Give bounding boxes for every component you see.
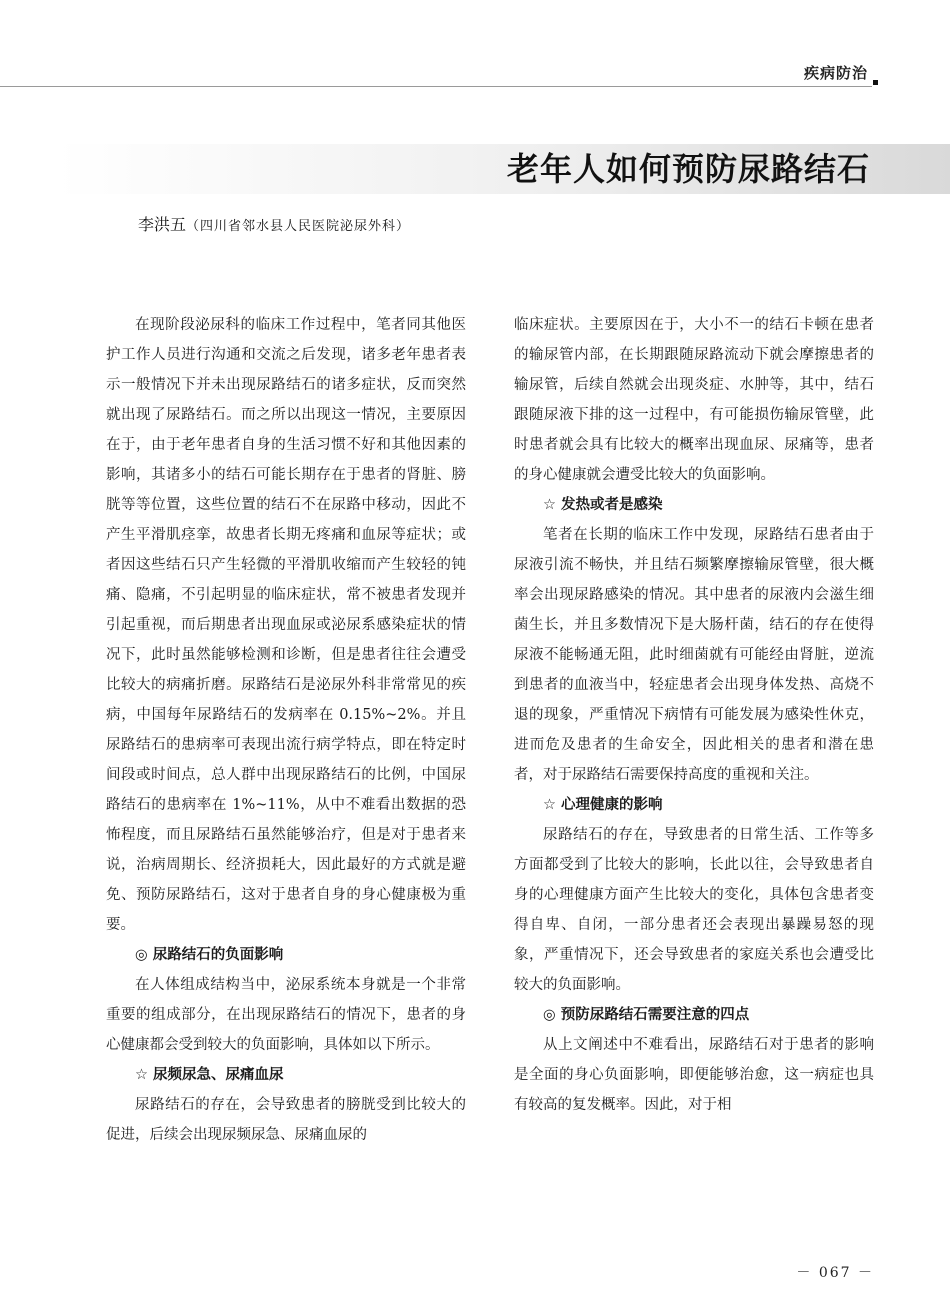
subsection-heading: ☆ 发热或者是感染 (543, 497, 663, 513)
section-heading: ◎ 预防尿路结石需要注意的四点 (543, 1007, 750, 1023)
paragraph-continued: 临床症状。主要原因在于，大小不一的结石卡顿在患者的输尿管内部，在长期跟随尿路流动下就会摩擦患者的输尿管，后续自然就会出现炎症、水肿等，其中，结石跟随尿液下排的这一过程中，有可能损伤输尿管壁，此时患者就会具有比较大的概率出现血尿、尿痛等，患者的身心健康就会遭受比较大的负面影响。 (514, 317, 874, 483)
paragraph: 在人体组成结构当中，泌尿系统本身就是一个非常重要的组成部分，在出现尿路结石的情况下，患者的身心健康都会受到较大的负面影响，具体如以下所示。 (106, 977, 466, 1053)
section-heading: ◎ 尿路结石的负面影响 (135, 947, 284, 963)
paragraph: 在现阶段泌尿科的临床工作过程中，笔者同其他医护工作人员进行沟通和交流之后发现，诸多老年患者表示一般情况下并未出现尿路结石的诸多症状，反而突然就出现了尿路结石。而之所以出现这一情况，主要原因在于，由于老年患者自身的生活习惯不好和其他因素的影响，其诸多小的结石可能长期存在于患者的肾脏、膀胱等等位置，这些位置的结石不在尿路中移动，因此不产生平滑肌痉挛，故患者长期无疼痛和血尿等症状；或者因这些结石只产生轻微的平滑肌收缩而产生较轻的钝痛、隐痛，不引起明显的临床症状，常不被患者发现并引起重视，而后期患者出现血尿或泌尿系感染症状的情况下，此时虽然能够检测和诊断，但是患者往往会遭受比较大的病痛折磨。尿路结石是泌尿外科非常常见的疾病，中国每年尿路结石的发病率在 0.15%~2%。并且尿路结石的患病率可表现出流行病学特点，即在特定时间段或时间点，总人群中出现尿路结石的比例，中国尿路结石的患病率在 1%~11%，从中不难看出数据的恐怖程度，而且尿路结石虽然能够治疗，但是对于患者来说，治病周期长、经济损耗大，因此最好的方式就是避免、预防尿路结石，这对于患者自身的身心健康极为重要。 (106, 317, 466, 933)
paragraph: 从上文阐述中不难看出，尿路结石对于患者的影响是全面的身心负面影响，即便能够治愈，这一病症也具有较高的复发概率。因此，对于相 (514, 1037, 874, 1113)
subsection-heading: ☆ 尿频尿急、尿痛血尿 (135, 1067, 284, 1083)
article-title: 老年人如何预防尿路结石 (506, 150, 870, 188)
page-number: － 067 － (796, 1265, 874, 1281)
section-marker (873, 80, 878, 85)
paragraph: 尿路结石的存在，会导致患者的膀胱受到比较大的促进，后续会出现尿频尿急、尿痛血尿的 (106, 1097, 466, 1143)
paragraph: 尿路结石的存在，导致患者的日常生活、工作等多方面都受到了比较大的影响，长此以往，会导致患者自身的心理健康方面产生比较大的变化，具体包含患者变得自卑、自闭，一部分患者还会表现出暴躁易怒的现象，严重情况下，还会导致患者的家庭关系也会遭受比较大的负面影响。 (514, 827, 874, 993)
subsection-heading: ☆ 心理健康的影响 (543, 797, 663, 813)
byline (138, 212, 410, 235)
author-name: 李洪五 (138, 215, 187, 234)
right-column (514, 310, 874, 1120)
author-affiliation: （四川省邻水县人民医院泌尿外科） (186, 219, 411, 234)
header-rule (0, 86, 872, 87)
left-column (106, 310, 466, 1150)
paragraph: 笔者在长期的临床工作中发现，尿路结石患者由于尿液引流不畅快，并且结石频繁摩擦输尿管壁，很大概率会出现尿路感染的情况。其中患者的尿液内会滋生细菌生长，并且多数情况下是大肠杆菌，结石的存在使得尿液不能畅通无阻，此时细菌就有可能经由肾脏，逆流到患者的血液当中，轻症患者会出现身体发热、高烧不退的现象，严重情况下病情有可能发展为感染性休克，进而危及患者的生命安全，因此相关的患者和潜在患者，对于尿路结石需要保持高度的重视和关注。 (514, 527, 874, 783)
section-label: 疾病防治 (803, 64, 868, 82)
